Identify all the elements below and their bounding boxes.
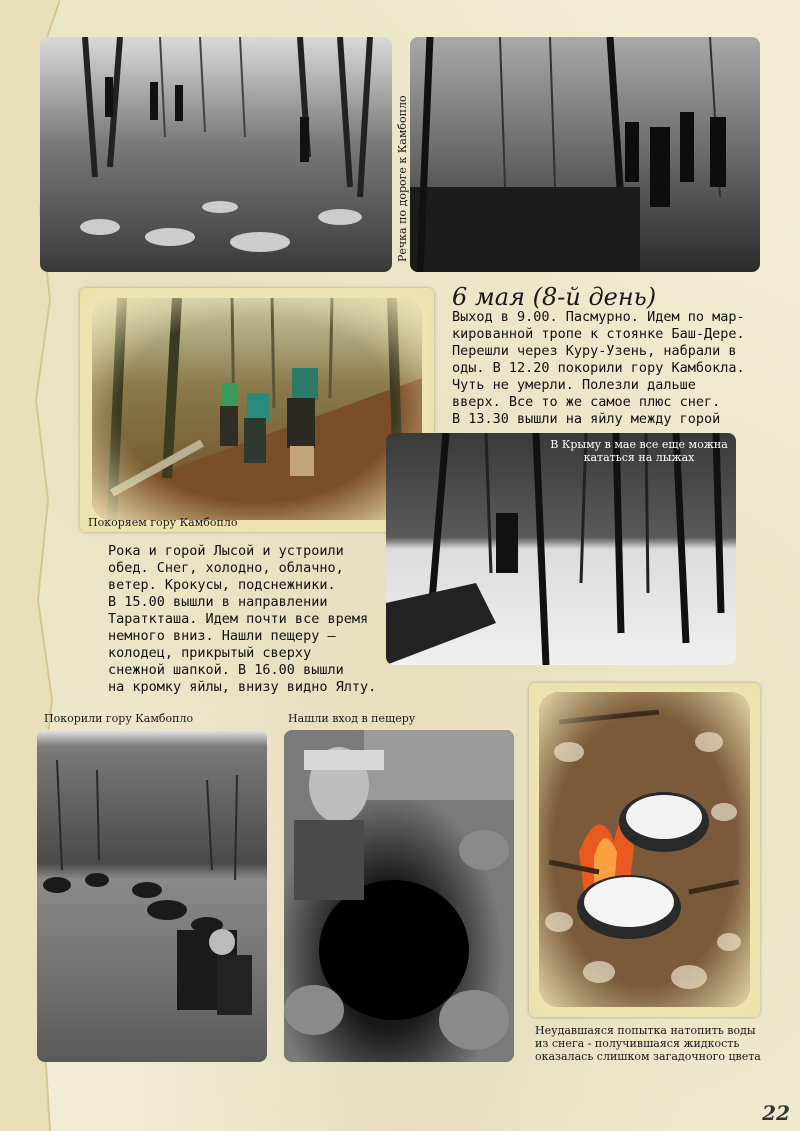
day-heading: 6 мая (8-й день) [452, 283, 657, 311]
page-number: 22 [762, 1101, 790, 1125]
text-line: Чуть не умерли. Полезли дальше [452, 377, 696, 393]
photo-cave-entrance [284, 730, 514, 1062]
text-line: немного вниз. Нашли пещеру – [108, 628, 336, 644]
photo-climbing-slope [92, 298, 422, 520]
day-text-part1 [452, 309, 745, 428]
text-line: кированной тропе к стоянке Баш-Дере. [452, 326, 745, 342]
text-line: Тараткташа. Идем почти все время [108, 611, 369, 627]
text-line: В 13.30 вышли на яйлу между горой [452, 411, 721, 427]
day-text-part2 [108, 543, 376, 696]
caption-cave: Нашли вход в пещеру [288, 712, 416, 725]
text-line: обед. Снег, холодно, облачно, [108, 560, 344, 576]
text-line: вверх. Все то же самое плюс снег. [452, 394, 721, 410]
photo-forest-stream [40, 37, 392, 272]
text-line: Перешли через Куру-Узень, набрали в [452, 343, 737, 359]
text-line: ветер. Крокусы, подснежники. [108, 577, 336, 593]
photo-hikers-pond [410, 37, 760, 272]
text-line: Рока и горой Лысой и устроили [108, 543, 344, 559]
caption-conquered: Покорили гору Камбопло [44, 712, 194, 725]
text-line: на кромку яйлы, внизу видно Ялту. [108, 679, 377, 695]
photo-snow-pots-fire [539, 692, 750, 1007]
text-line: снежной шапкой. В 16.00 вышли [108, 662, 344, 678]
caption-line: оказалась слишком загадочного цвета [535, 1050, 761, 1063]
text-line: В 15.00 вышли в направлении [108, 594, 328, 610]
caption-stream: Речка по дороге к Камбопло [396, 95, 409, 262]
photo-resting-hikers [37, 730, 267, 1062]
caption-snow-pots [535, 1024, 765, 1063]
caption-climb: Покоряем гору Камбопло [88, 516, 238, 529]
photo-snowy-forest [386, 433, 736, 665]
caption-line: Неудавшаяся попытка натопить воды [535, 1024, 756, 1037]
text-line: оды. В 12.20 покорили гору Камбокла. [452, 360, 745, 376]
caption-line: из снега - получившаяся жидкость [535, 1037, 740, 1050]
text-line: Выход в 9.00. Пасмурно. Идем по мар- [452, 309, 745, 325]
caption-ski: В Крыму в мае все еще можна кататься на лыжах [550, 438, 728, 464]
text-line: колодец, прикрытый сверху [108, 645, 312, 661]
